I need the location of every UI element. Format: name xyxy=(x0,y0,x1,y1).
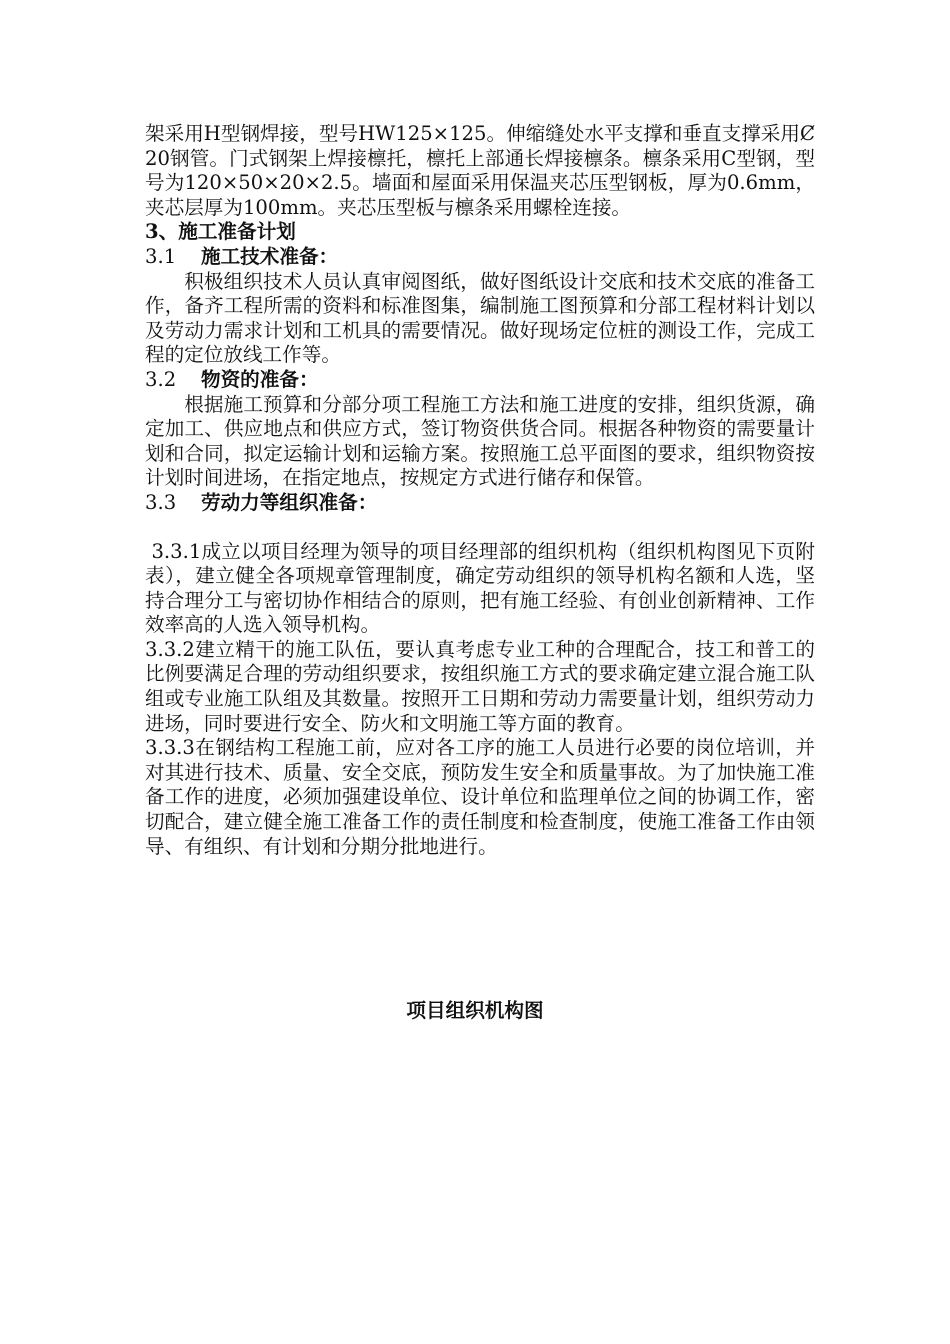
section-3-heading: 3、施工准备计划 xyxy=(145,220,296,244)
intro-paragraph: 架采用H型钢焊接，型号HW125×125。伸缩缝处水平支撑和垂直支撑采用Ȼ20钢管。门式钢架上焊接檩托，檩托上部通长焊接檩条。檩条采用C型钢，型号为120×50×20×2.5。墙面和屋面采用保温夹芯压型钢板，厚为0.6mm，夹芯层厚为100mm。夹芯压型板与檩条采用螺栓连接。 xyxy=(145,122,815,219)
section-3-3-number: 3.3 xyxy=(145,490,177,514)
org-chart-title: 项目组织机构图 xyxy=(406,999,544,1022)
section-3-2-body: 根据施工预算和分部分项工程施工方法和施工进度的安排，组织货源，确定加工、供应地点和供应方式，签订物资供货合同。根据各种物资的需要量计划和合同，拟定运输计划和运输方案。按照施工总平面图的要求，组织物资按计划时间进场，在指定地点，按规定方式进行储存和保管。 xyxy=(145,392,815,490)
section-3-3-1-paragraph: 3.3.1成立以项目经理为领导的项目经理部的组织机构（组织机构图见下页附表），建立健全各项规章管理制度，确定劳动组织的领导机构名额和人选，坚持合理分工与密切协作相结合的原则，把有施工经验、有创业创新精神、工作效率高的人选入领导机构。 xyxy=(145,539,815,637)
document-body xyxy=(145,122,815,859)
section-3-3-heading xyxy=(145,491,815,516)
section-3-2-title: 物资的准备： xyxy=(201,367,319,391)
section-3-3-title: 劳动力等组织准备： xyxy=(201,490,378,514)
blank-line xyxy=(145,516,815,540)
section-3-2-heading xyxy=(145,368,815,393)
section-3-1-number: 3.1 xyxy=(145,244,177,268)
section-3-1-title: 施工技术准备： xyxy=(201,244,339,268)
section-3-1-heading xyxy=(145,245,815,270)
section-3-3-3-paragraph: 3.3.3在钢结构工程施工前，应对各工序的施工人员进行必要的岗位培训，并对其进行技术、质量、安全交底，预防发生安全和质量事故。为了加快施工准备工作的进度，必须加强建设单位、设计单位和监理单位之间的协调工作，密切配合，建立健全施工准备工作的责任制度和检查制度，使施工准备工作由领导、有组织、有计划和分期分批地进行。 xyxy=(145,736,815,858)
section-3-1-body: 积极组织技术人员认真审阅图纸，做好图纸设计交底和技术交底的准备工作，备齐工程所需的资料和标准图集，编制施工图预算和分部工程材料计划以及劳动力需求计划和工机具的需要情况。做好现场定位桩的测设工作，完成工程的定位放线工作等。 xyxy=(145,269,815,367)
section-3-2-number: 3.2 xyxy=(145,367,177,391)
section-3-3-2-paragraph: 3.3.2建立精干的施工队伍，要认真考虑专业工种的合理配合，技工和普工的比例要满足合理的劳动组织要求，按组织施工方式的要求确定建立混合施工队组或专业施工队组及其数量。按照开工日期和劳动力需要量计划，组织劳动力进场，同时要进行安全、防火和文明施工等方面的教育。 xyxy=(145,637,815,735)
